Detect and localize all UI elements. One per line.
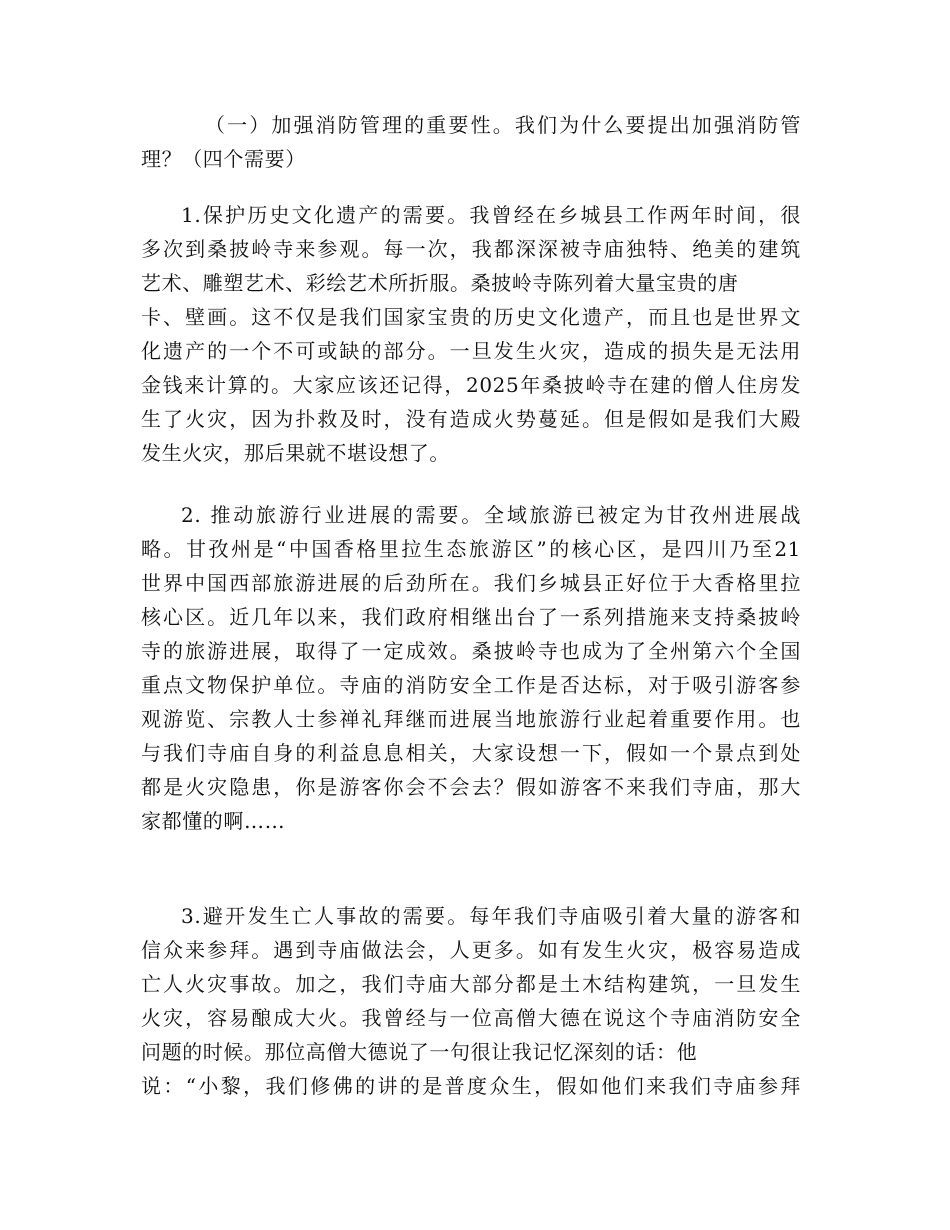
paragraph-line: 化遗产的一个不可或缺的部分。一旦发生火灾，造成的损失是无法用 bbox=[141, 339, 801, 363]
paragraph-line: 问题的时候。那位高僧大德说了一句很让我记忆深刻的话：他 bbox=[141, 1040, 698, 1064]
paragraph-line: 寺的旅游进展，取得了一定成效。桑披岭寺也成为了全州第六个全国 bbox=[141, 639, 801, 663]
section-heading bbox=[141, 108, 801, 176]
paragraph-line: 家都懂的啊…… bbox=[141, 809, 286, 833]
paragraph-tourism bbox=[141, 498, 801, 838]
paragraph-line: 多次到桑披岭寺来参观。每一次，我都深深被寺庙独特、绝美的建筑 bbox=[141, 237, 801, 261]
paragraph-line: 略。甘孜州是“中国香格里拉生态旅游区”的核心区，是四川乃至21 bbox=[141, 537, 801, 561]
paragraph-line: 艺术、雕塑艺术、彩绘艺术所折服。桑披岭寺陈列着大量宝贵的唐 bbox=[141, 271, 739, 295]
paragraph-line: 发生火灾，那后果就不堪设想了。 bbox=[141, 441, 450, 465]
paragraph-line: 卡、壁画。这不仅是我们国家宝贵的历史文化遗产，而且也是世界文 bbox=[141, 305, 801, 329]
paragraph-line: 生了火灾，因为扑救及时，没有造成火势蔓延。但是假如是我们大殿 bbox=[141, 407, 801, 431]
paragraph-line: 亡人火灾事故。加之，我们寺庙大部分都是土木结构建筑，一旦发生 bbox=[141, 972, 801, 996]
paragraph-safety bbox=[141, 899, 801, 1103]
paragraph-line: 1.保护历史文化遗产的需要。我曾经在乡城县工作两年时间，很 bbox=[181, 203, 801, 227]
paragraph-line: 与我们寺庙自身的利益息息相关，大家设想一下，假如一个景点到处 bbox=[141, 741, 801, 765]
paragraph-line: 观游览、宗教人士参禅礼拜继而进展当地旅游行业起着重要作用。也 bbox=[141, 707, 801, 731]
paragraph-line: 2. 推动旅游行业进展的需要。全域旅游已被定为甘孜州进展战 bbox=[181, 503, 801, 527]
paragraph-line: 信众来参拜。遇到寺庙做法会，人更多。如有发生火灾，极容易造成 bbox=[141, 938, 801, 962]
heading-line: （一）加强消防管理的重要性。我们为什么要提出加强消防管 bbox=[205, 113, 801, 137]
paragraph-line: 3.避开发生亡人事故的需要。每年我们寺庙吸引着大量的游客和 bbox=[181, 904, 801, 928]
paragraph-line: 重点文物保护单位。寺庙的消防安全工作是否达标，对于吸引游客参 bbox=[141, 673, 801, 697]
paragraph-line: 都是火灾隐患，你是游客你会不会去？假如游客不来我们寺庙，那大 bbox=[141, 775, 801, 799]
paragraph-line: 世界中国西部旅游进展的后劲所在。我们乡城县正好位于大香格里拉 bbox=[141, 571, 801, 595]
paragraph-heritage bbox=[141, 198, 801, 470]
paragraph-line: 火灾，容易酿成大火。我曾经与一位高僧大德在说这个寺庙消防安全 bbox=[141, 1006, 801, 1030]
paragraph-line: 核心区。近几年以来，我们政府相继出台了一系列措施来支持桑披岭 bbox=[141, 605, 801, 629]
paragraph-line: 金钱来计算的。大家应该还记得，2025年桑披岭寺在建的僧人住房发 bbox=[141, 373, 801, 397]
heading-line: 理？（四个需要） bbox=[141, 147, 306, 171]
paragraph-line: 说：“小黎，我们修佛的讲的是普度众生，假如他们来我们寺庙参拜 bbox=[141, 1074, 801, 1098]
